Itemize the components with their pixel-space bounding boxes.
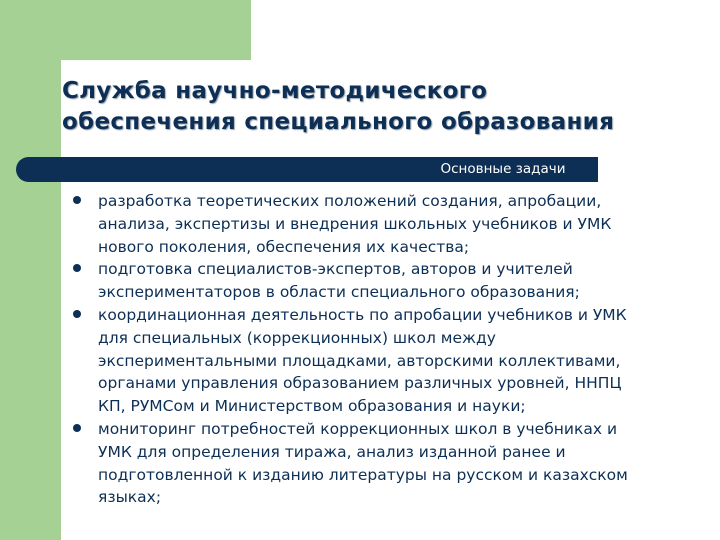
list-item [72,418,702,509]
title-line: обеспечения специального образования [62,109,615,135]
item-line: экспериментаторов в области специального образования; [98,283,580,302]
title-line: Служба научно-методического [62,78,488,104]
item-line: КП, РУМСом и Министерством образования и науки; [98,397,526,416]
bullet-icon [73,424,81,432]
item-line: нового поколения, обеспечения их качества; [98,237,470,256]
item-line: подготовленной к изданию литературы на русском и казахском [98,465,628,484]
bullet-icon [73,196,81,204]
section-label: Основные задачи [440,161,566,177]
item-line: координационная деятельность по апробации учебников и УМК [98,305,627,324]
item-line: мониторинг потребностей коррекционных школ в учебниках и [98,419,618,438]
item-line: подготовка специалистов-экспертов, авторов и учителей [98,260,573,279]
slide-title [62,76,712,138]
item-line: органами управления образованием различных уровней, ННПЦ [98,374,622,393]
task-list [72,190,702,509]
item-line: разработка теоретических положений создания, апробации, [98,192,602,210]
list-item [72,304,702,418]
item-line: УМК для определения тиража, анализ изданной ранее и [98,442,566,461]
item-line: экспериментальными площадками, авторскими коллективами, [98,351,621,370]
item-line: анализа, экспертизы и внедрения школьных учебников и УМК [98,214,612,233]
list-item [72,258,702,304]
bullet-icon [73,264,81,272]
list-item [72,190,702,258]
item-line: языках; [98,488,162,507]
item-line: для специальных (коррекционных) школ между [98,328,496,347]
bullet-icon [73,310,81,318]
